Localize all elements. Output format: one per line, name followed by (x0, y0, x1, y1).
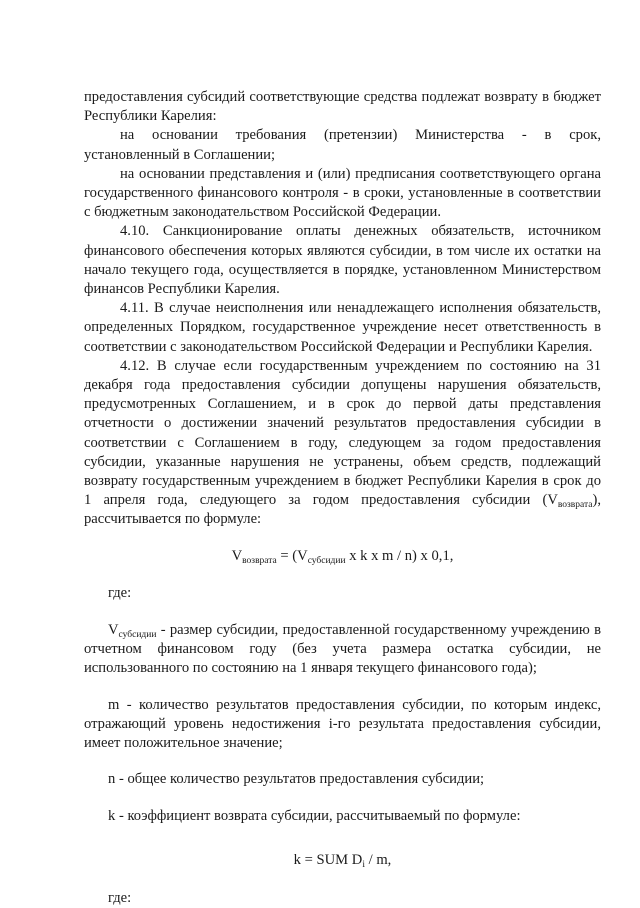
paragraph-4-12 (84, 357, 601, 530)
formula-k: k = SUM $D_i$ / m, (293, 851, 392, 870)
paragraph-4-11: 4.11. В случае неисполнения или ненадлежащего исполнения обязательств, определенных Порядком, государственное учреждение несет ответственность в соответствии с законодательством Российской Федерации и Республики Карелия. (84, 300, 601, 355)
formula-v-return: $V_{возврата} = (V_{субсидии}$ x k x m / n) x 0,1, (231, 547, 454, 566)
paragraph-intro: предоставления субсидий соответствующие средства подлежат возврату в бюджет Республики Карелия: (84, 89, 601, 125)
term-k: k - коэффициент возврата субсидии, рассчитываемый по формуле: (108, 807, 521, 824)
paragraph-4-10: 4.10. Санкционирование оплаты денежных обязательств, источником финансового обеспечения которых являются субсидии, в том числе их остатки на начало текущего года, осуществляется в порядке, установленном Министерством финансов Республики Карелия. (84, 223, 601, 298)
paragraph-claim: на основании требования (претензии) Министерства - в срок, установленный в Соглашении; (84, 127, 601, 163)
paragraph-control: на основании представления и (или) предписания соответствующего органа государственного финансового контроля - в сроки, установленные в соответствии с бюджетным законодательством Российской Федерации. (84, 165, 601, 221)
term-m: m - количество результатов предоставления субсидии, по которым индекс, отражающий уровень недостижения i-го результата предоставления субсидии, имеет положительное значение; (84, 696, 601, 752)
document-page (84, 88, 601, 908)
where-label-1: где: (108, 584, 132, 601)
term-n: n - общее количество результатов предоставления субсидии; (108, 771, 485, 788)
where-label-2: где: (108, 889, 132, 906)
v-return-subscript: возврата (557, 500, 593, 511)
paragraph-4-12-text: 4.12. В случае если государственным учреждением по состоянию на 31 декабря года предоставления субсидии допущены нарушения обязательств, предусмотренных Соглашением, и в срок до первой даты представления отчетности о достижении значений результатов предоставления субсидии в соответствии с Соглашением в году, следующем за годом предоставления субсидии, указанные нарушения не устранены, объем средств, подлежащий возврату государственным учреждением в бюджет Республики Карелия в срок до 1 апреля года, следующего за годом предоставления субсидии (V (84, 357, 601, 509)
paragraph-4-12-tail: ), рассчитывается по формуле: (84, 492, 601, 528)
term-v-subsidy: $V_{субсидии}$ - размер субсидии, предоставленной государственному учреждению в отчетном финансовом году (без учета размера остатка субсидии, не использованного по состоянию на 1 января текущего финансового года); (84, 622, 601, 677)
